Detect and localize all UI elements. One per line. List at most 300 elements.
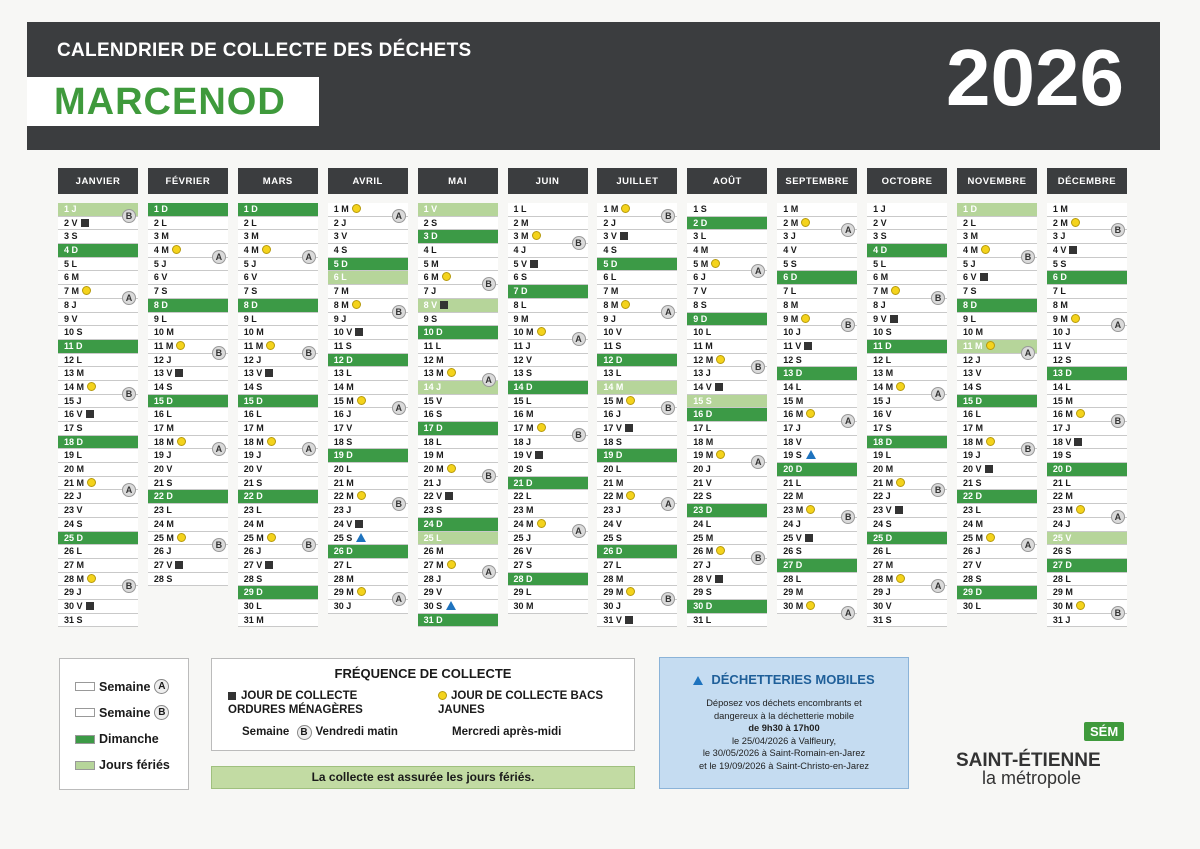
day-label: 12 L: [64, 354, 83, 365]
day-label: 6 S: [513, 272, 528, 283]
day-label: 16 J: [333, 409, 352, 420]
black-square-icon: [625, 616, 633, 624]
black-square-icon: [1069, 246, 1077, 254]
day-cell: [687, 381, 767, 395]
black-square-icon: [355, 520, 363, 528]
day-label: 27 L: [603, 559, 622, 570]
week-letter-badge: B: [122, 579, 136, 593]
day-label: 19 J: [963, 450, 981, 461]
black-square-icon: [980, 273, 988, 281]
month-column: [58, 168, 138, 627]
month-header: NOVEMBRE: [957, 168, 1037, 194]
day-cell: [687, 408, 767, 422]
day-label: 1 D: [153, 204, 168, 214]
day-cell: [687, 326, 767, 340]
day-cell: [148, 285, 228, 299]
day-cell: [58, 354, 138, 368]
day-label: 1 M: [333, 204, 349, 214]
day-label: 21 L: [1052, 477, 1071, 488]
day-label: 12 J: [243, 354, 262, 365]
day-label: 9 M: [1052, 313, 1068, 324]
day-label: 17 L: [693, 423, 712, 433]
day-label: 30 J: [603, 600, 621, 611]
day-label: 12 V: [513, 354, 533, 365]
day-label: 26 D: [333, 546, 353, 557]
day-cell: [1047, 586, 1127, 600]
day-cell: [867, 545, 947, 559]
week-letter-badge: A: [1111, 510, 1125, 524]
black-square-icon: [355, 328, 363, 336]
day-label: 8 D: [243, 299, 258, 310]
day-cell: [418, 518, 498, 532]
day-label: 8 S: [693, 299, 707, 310]
day-label: 12 J: [153, 354, 172, 365]
day-label: 7 D: [513, 286, 528, 297]
month-column: [328, 168, 408, 614]
day-cell: [58, 436, 138, 450]
day-cell: [58, 258, 138, 272]
week-letter-badge: B: [1021, 250, 1035, 264]
yellow-dot-icon: [1076, 409, 1085, 418]
black-square-icon: [804, 342, 812, 350]
day-cell: [957, 600, 1037, 614]
day-label: 7 M: [603, 286, 619, 297]
day-cell: [1047, 395, 1127, 409]
day-label: 3 V: [333, 231, 348, 242]
day-label: 25 M: [693, 532, 714, 543]
day-cell: [418, 532, 498, 546]
day-label: 13 V: [963, 368, 982, 379]
day-label: 2 J: [603, 217, 616, 228]
day-cell: [328, 271, 408, 285]
day-label: 28 M: [603, 573, 624, 584]
day-cell: [957, 559, 1037, 573]
day-cell: [238, 381, 318, 395]
day-label: 15 D: [243, 395, 263, 406]
day-label: 7 L: [1052, 286, 1066, 297]
day-label: 20 V: [963, 464, 982, 475]
week-letter-badge: A: [841, 223, 855, 237]
day-label: 5 D: [603, 258, 618, 269]
day-cell: [148, 518, 228, 532]
month-column: [1047, 168, 1127, 627]
week-letter-badge: A: [931, 387, 945, 401]
day-label: 17 V: [603, 423, 622, 433]
day-label: 21 J: [423, 477, 442, 488]
day-cell: [1047, 436, 1127, 450]
day-label: 13 J: [693, 368, 711, 379]
yellow-dot-icon: [267, 437, 276, 446]
day-label: 13 V: [243, 368, 263, 379]
day-label: 9 M: [513, 313, 529, 324]
day-cell: [418, 600, 498, 614]
day-cell: [418, 614, 498, 628]
day-cell: [328, 230, 408, 244]
yellow-dot-icon: [801, 218, 810, 227]
day-label: 9 L: [153, 313, 167, 324]
day-label: 14 S: [963, 381, 982, 392]
day-label: 31 L: [693, 614, 712, 625]
day-cell: [777, 449, 857, 463]
day-cell: [418, 203, 498, 217]
day-label: 25 M: [153, 532, 174, 543]
yellow-dot-icon: [716, 546, 725, 555]
day-label: 11 V: [1052, 340, 1071, 351]
day-cell: [597, 614, 677, 628]
month-header: JUILLET: [597, 168, 677, 194]
week-letter-badge: B: [392, 497, 406, 511]
day-label: 4 M: [693, 245, 709, 256]
mobile-line: Déposez vos déchets encombrants et: [706, 698, 862, 708]
day-label: 14 V: [693, 381, 712, 392]
week-letter-badge: A: [212, 442, 226, 456]
blue-triangle-icon: [356, 533, 366, 542]
day-cell: [687, 313, 767, 327]
month-days: [597, 203, 677, 627]
month-header: SEPTEMBRE: [777, 168, 857, 194]
day-cell: [148, 326, 228, 340]
day-cell: [867, 354, 947, 368]
day-cell: [418, 504, 498, 518]
day-label: 29 M: [783, 587, 804, 598]
day-cell: [777, 490, 857, 504]
week-letter-badge: B: [572, 428, 586, 442]
day-cell: [508, 504, 588, 518]
week-letter-badge: A: [1111, 318, 1125, 332]
day-label: 22 J: [64, 491, 82, 502]
day-label: 23 L: [153, 505, 172, 516]
day-label: 1 M: [603, 204, 619, 214]
day-label: 25 D: [64, 532, 84, 543]
day-label: 9 S: [423, 313, 438, 324]
day-cell: [328, 422, 408, 436]
day-label: 10 M: [153, 327, 174, 338]
day-label: 1 L: [513, 204, 527, 214]
day-cell: [418, 395, 498, 409]
day-label: 14 M: [333, 381, 354, 392]
day-cell: [418, 258, 498, 272]
day-label: 25 M: [963, 532, 984, 543]
black-square-icon: [265, 561, 273, 569]
day-cell: [418, 313, 498, 327]
day-label: 10 M: [513, 327, 534, 338]
day-cell: [1047, 532, 1127, 546]
day-label: 20 V: [153, 464, 173, 475]
day-label: 21 S: [153, 477, 173, 488]
day-cell: [777, 436, 857, 450]
day-label: 15 M: [603, 395, 624, 406]
month-header: JUIN: [508, 168, 588, 194]
holidays-note: La collecte est assurée les jours fériés.: [211, 766, 635, 789]
week-letter-badge: B: [302, 346, 316, 360]
day-label: 27 L: [333, 559, 352, 570]
yellow-dot-icon: [537, 519, 546, 528]
yellow-dot-icon: [262, 245, 271, 254]
day-label: 30 M: [513, 600, 534, 611]
day-label: 1 J: [64, 204, 77, 214]
day-cell: [148, 408, 228, 422]
day-label: 16 D: [693, 409, 713, 420]
day-label: 17 S: [873, 423, 892, 433]
day-cell: [148, 490, 228, 504]
day-cell: [58, 340, 138, 354]
day-label: 3 S: [873, 231, 887, 242]
day-label: 22 D: [963, 491, 983, 502]
day-label: 10 M: [963, 327, 984, 338]
day-cell: [777, 271, 857, 285]
day-label: 26 L: [64, 546, 83, 557]
day-label: 15 S: [693, 395, 712, 406]
day-label: 18 D: [873, 436, 893, 447]
day-label: 3 M: [513, 231, 529, 242]
week-letter-badge: A: [392, 401, 406, 415]
black-square-icon: [445, 492, 453, 500]
day-label: 4 V: [783, 245, 797, 256]
day-label: 15 L: [513, 395, 532, 406]
day-label: 20 J: [693, 464, 711, 475]
garbage-collection-when: [242, 725, 398, 740]
day-label: 2 D: [693, 217, 708, 228]
day-label: 29 M: [1052, 587, 1073, 598]
day-label: 18 M: [153, 436, 174, 447]
day-label: 21 D: [513, 477, 533, 488]
yellow-dot-icon: [177, 533, 186, 542]
day-cell: [597, 518, 677, 532]
day-cell: [508, 313, 588, 327]
day-cell: [867, 463, 947, 477]
day-label: 26 M: [693, 546, 714, 557]
day-label: 6 D: [783, 272, 798, 283]
day-cell: [597, 573, 677, 587]
day-cell: [238, 326, 318, 340]
week-letter-badge: B: [1021, 442, 1035, 456]
yellow-dot-icon: [806, 409, 815, 418]
day-cell: [238, 490, 318, 504]
month-days: [58, 203, 138, 627]
month-header: AVRIL: [328, 168, 408, 194]
day-label: 20 V: [243, 464, 263, 475]
yellow-dot-icon: [172, 245, 181, 254]
day-label: 8 D: [963, 299, 978, 310]
day-cell: [867, 600, 947, 614]
day-label: 9 V: [64, 313, 78, 324]
day-label: 10 D: [423, 327, 443, 338]
day-cell: [777, 381, 857, 395]
day-cell: [957, 395, 1037, 409]
yellow-dot-icon: [447, 464, 456, 473]
day-cell: [957, 422, 1037, 436]
yellow-dot-icon: [896, 382, 905, 391]
day-cell: [867, 422, 947, 436]
day-cell: [957, 381, 1037, 395]
day-label: 27 S: [513, 559, 533, 570]
day-cell: [508, 586, 588, 600]
day-cell: [328, 367, 408, 381]
day-cell: [508, 490, 588, 504]
day-label: 20 M: [64, 464, 85, 475]
day-cell: [148, 367, 228, 381]
header-banner: [27, 22, 1160, 150]
calendar-supertitle: CALENDRIER DE COLLECTE DES DÉCHETS: [57, 40, 472, 61]
day-label: 22 M: [603, 491, 624, 502]
week-letter-badge: B: [841, 510, 855, 524]
day-label: 11 V: [783, 340, 802, 351]
day-label: 30 V: [873, 600, 892, 611]
day-cell: [1047, 449, 1127, 463]
day-cell: [597, 436, 677, 450]
day-cell: [777, 463, 857, 477]
day-cell: [328, 518, 408, 532]
day-label: 13 M: [873, 368, 894, 379]
frequency-box: [211, 658, 635, 751]
week-letter-badge: A: [392, 592, 406, 606]
day-label: 3 J: [783, 231, 796, 242]
day-cell: [597, 381, 677, 395]
day-label: 26 J: [243, 546, 262, 557]
day-label: 26 J: [153, 546, 172, 557]
day-label: 13 V: [153, 368, 173, 379]
day-label: 9 D: [693, 313, 708, 324]
day-cell: [58, 614, 138, 628]
week-letter-badge: B: [751, 360, 765, 374]
day-label: 8 M: [333, 299, 349, 310]
day-label: 22 M: [333, 491, 354, 502]
yellow-bin-item: [438, 689, 618, 717]
day-label: 7 S: [153, 286, 168, 297]
day-label: 27 V: [243, 559, 263, 570]
day-cell: [687, 244, 767, 258]
day-label: 16 M: [1052, 409, 1073, 420]
day-label: 24 L: [693, 518, 712, 529]
day-cell: [508, 299, 588, 313]
day-cell: [957, 518, 1037, 532]
day-cell: [328, 463, 408, 477]
day-label: 26 D: [603, 546, 623, 557]
month-days: [777, 203, 857, 619]
day-cell: [1047, 354, 1127, 368]
day-label: 29 D: [243, 587, 263, 598]
week-b-badge-icon: B: [154, 705, 169, 720]
day-label: 5 L: [64, 258, 78, 269]
day-label: 1 M: [783, 204, 799, 214]
day-cell: [238, 408, 318, 422]
day-label: 13 L: [333, 368, 352, 379]
day-cell: [777, 340, 857, 354]
day-cell: [418, 217, 498, 231]
day-cell: [508, 600, 588, 614]
day-label: 21 M: [603, 477, 624, 488]
day-label: 23 D: [693, 505, 713, 516]
day-label: 27 V: [153, 559, 173, 570]
month-header: FÉVRIER: [148, 168, 228, 194]
holiday-swatch: [75, 761, 95, 770]
day-cell: [867, 559, 947, 573]
day-cell: [418, 436, 498, 450]
yellow-bin-title: JOUR DE COLLECTE BACS JAUNES: [438, 690, 604, 716]
day-cell: [148, 230, 228, 244]
day-label: 6 M: [873, 272, 889, 283]
day-cell: [148, 573, 228, 587]
yellow-dot-icon: [716, 450, 725, 459]
black-square-icon: [440, 301, 448, 309]
day-label: 2 J: [333, 217, 347, 228]
week-letter-badge: B: [931, 291, 945, 305]
day-cell: [957, 313, 1037, 327]
day-cell: [328, 285, 408, 299]
day-label: 25 M: [243, 532, 264, 543]
day-cell: [867, 340, 947, 354]
day-label: 16 L: [153, 409, 172, 420]
day-label: 5 D: [333, 258, 348, 269]
day-label: 8 D: [153, 299, 168, 310]
day-label: 23 M: [783, 505, 804, 516]
month-column: [597, 168, 677, 627]
day-label: 20 M: [873, 464, 894, 475]
day-label: 18 M: [693, 436, 714, 447]
day-label: 15 M: [333, 395, 354, 406]
week-letter-badge: A: [751, 455, 765, 469]
day-cell: [58, 463, 138, 477]
month-column: [508, 168, 588, 614]
day-label: 23 S: [423, 505, 443, 516]
day-cell: [867, 230, 947, 244]
day-cell: [957, 326, 1037, 340]
day-label: 31 V: [603, 614, 622, 625]
week-letter-badge: B: [1111, 223, 1125, 237]
day-cell: [58, 545, 138, 559]
day-cell: [508, 477, 588, 491]
week-letter-badge: A: [122, 291, 136, 305]
yellow-bin-when: Mercredi après-midi: [452, 726, 562, 738]
month-column: [148, 168, 228, 586]
day-cell: [148, 217, 228, 231]
day-cell: [418, 408, 498, 422]
week-letter-badge: A: [841, 414, 855, 428]
day-cell: [418, 586, 498, 600]
week-letter-badge: B: [392, 305, 406, 319]
yellow-dot-icon: [447, 560, 456, 569]
day-label: 3 M: [243, 231, 259, 242]
day-cell: [867, 436, 947, 450]
week-letter-badge: A: [212, 250, 226, 264]
week-letter-badge: B: [1111, 606, 1125, 620]
yellow-dot-icon: [896, 574, 905, 583]
day-label: 17 J: [1052, 423, 1071, 433]
black-square-icon: [175, 369, 183, 377]
day-cell: [597, 545, 677, 559]
day-label: 29 M: [333, 587, 354, 598]
day-label: 28 S: [963, 573, 982, 584]
day-cell: [58, 422, 138, 436]
yellow-dot-icon: [532, 231, 541, 240]
day-cell: [1047, 559, 1127, 573]
mobile-waste-text: [660, 697, 908, 772]
white-swatch: [75, 708, 95, 717]
day-label: 28 M: [64, 573, 85, 584]
day-label: 29 J: [64, 587, 82, 598]
day-label: 19 D: [333, 450, 353, 461]
day-label: 11 S: [333, 340, 352, 351]
day-cell: [867, 258, 947, 272]
day-cell: [1047, 367, 1127, 381]
day-label: 24 V: [333, 518, 353, 529]
day-cell: [1047, 545, 1127, 559]
month-days: [957, 203, 1037, 614]
day-label: 17 J: [783, 423, 801, 433]
day-label: 14 S: [153, 381, 173, 392]
day-label: 15 V: [423, 395, 443, 406]
day-cell: [58, 504, 138, 518]
